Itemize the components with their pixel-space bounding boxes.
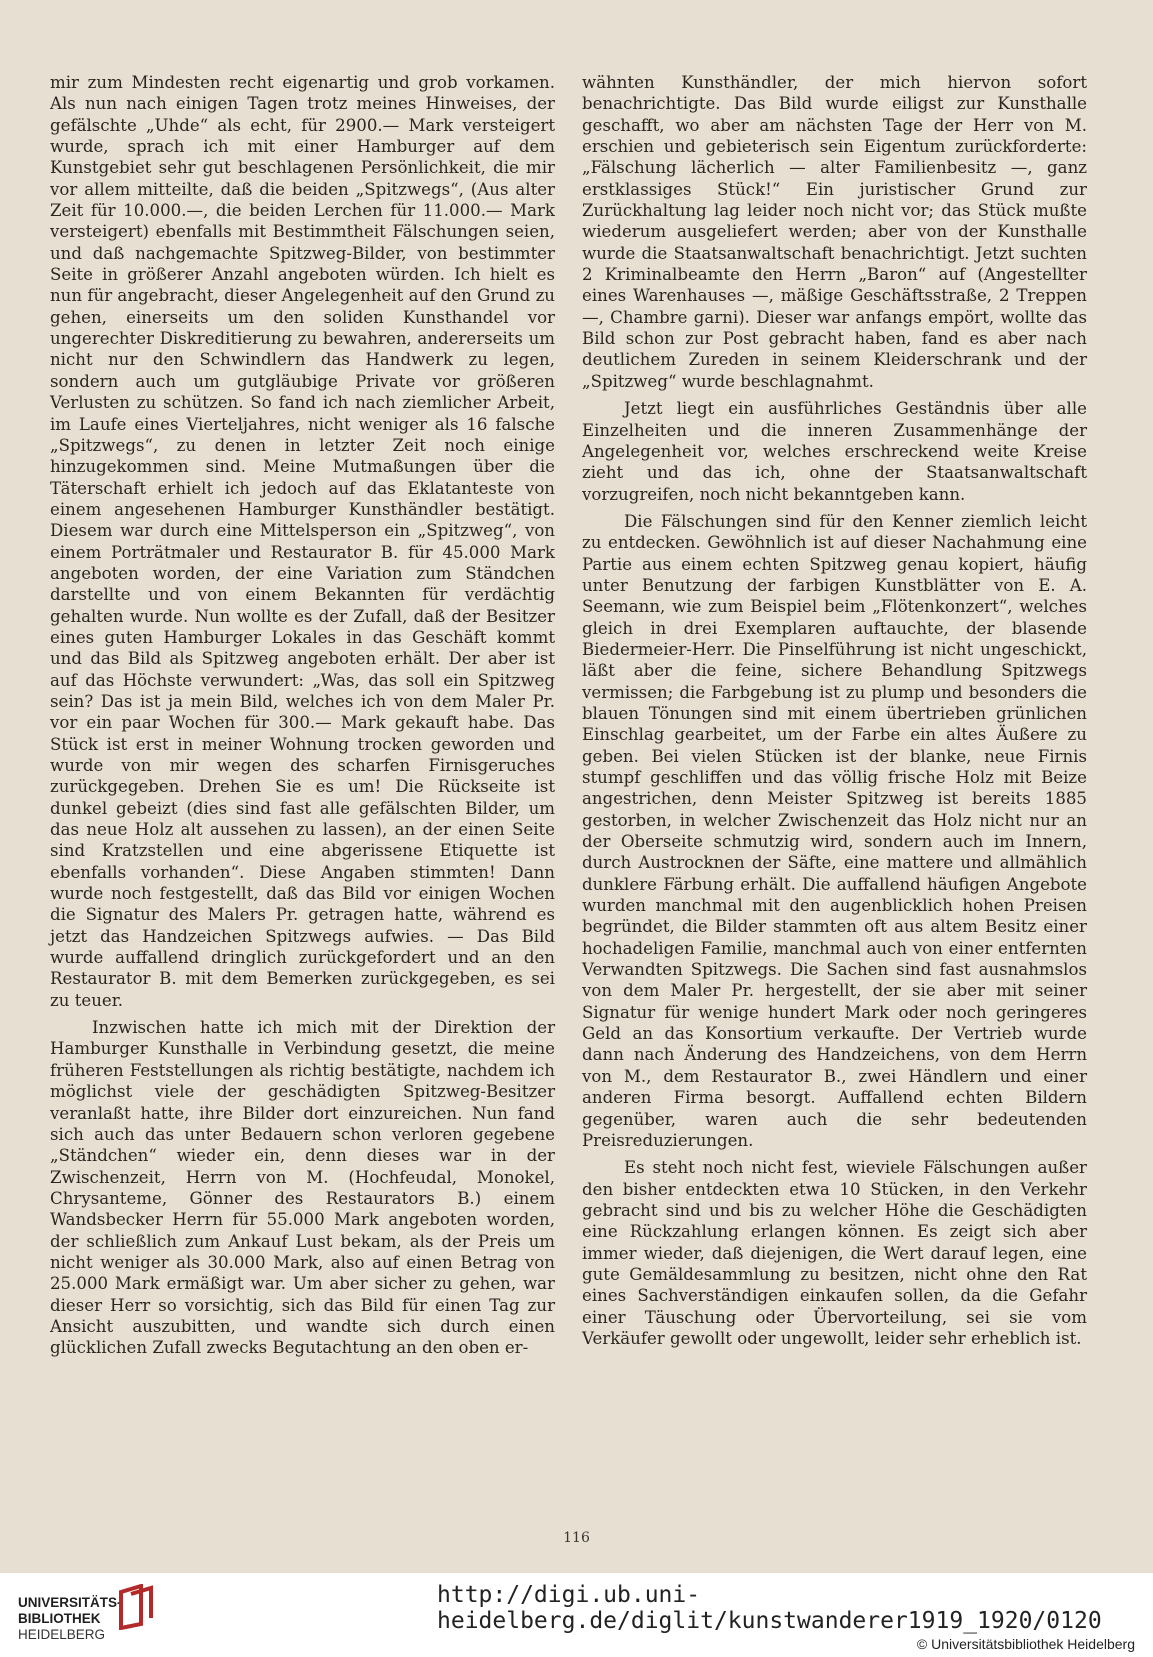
paragraph: Jetzt liegt ein ausführliches Geständnis über alle Einzelheiten und die inneren Zusammenhänge der Angelegenheit vor, welches erschreckend weite Kreise zieht und das ich, ohne der Staatsanwaltschaft vorzugreifen, noch nicht bekanntgeben kann. [582,399,1087,504]
page-number: 116 [563,1530,590,1546]
paragraph: Inzwischen hatte ich mich mit der Direktion der Hamburger Kunsthalle in Verbindung gesetzt, die meine früheren Feststellungen als richtig bestätigte, nachdem ich möglichst viele der geschädigten Spitzweg-Besitzer veranlaßt hatte, ihre Bilder dort einzureichen. Nun fand sich auch das unter Bedauern schon verloren gegebene „Ständchen“ wieder ein, denn dieses war in der Zwischenzeit, Herrn von M. (Hochfeudal, Monokel, Chrysanteme, Gönner des Restaurators B.) einem Wandsbecker Herrn für 55.000 Mark angeboten worden, der schließlich zum Ankauf Lust bekam, als der Preis um nicht weniger als 30.000 Mark, also auf einen Betrag von 25.000 Mark ermäßigt war. Um aber sicher zu gehen, war dieser Herr so vorsichtig, sich das Bild für einen Tag zur Ansicht auszubitten, und wandte sich durch einen glücklichen Zufall zwecks Begutachtung an den oben er- [50,1018,555,1358]
paragraph: wähnten Kunsthändler, der mich hiervon sofort benachrichtigte. Das Bild wurde eiligst zur Kunsthalle geschafft, wo aber am nächsten Tage der Herr von M. erschien und gebieterisch sein Eigentum zurückforderte: „Fälschung lächerlich — alter Familienbesitz —, ganz erstklassiges Stück!“ Ein juristischer Grund zur Zurückhaltung lag leider noch nicht vor; das Stück mußte wiederum ausgeliefert werden; aber von der Kunsthalle wurde die Staatsanwaltschaft benachrichtigt. Jetzt suchten 2 Kriminalbeamte den Herrn „Baron“ auf (Angestellter eines Warenhauses —, mäßige Geschäftsstraße, 2 Treppen —, Chambre garni). Dieser war anfangs empört, wollte das Bild schon zur Post gebracht haben, fand es aber nach deutlichem Zureden in seinem Kleiderschrank und der „Spitzweg“ wurde beschlagnahmt. [582,73,1087,391]
library-logo-icon [115,1584,157,1630]
text-column-left [50,72,555,1359]
paragraph: mir zum Mindesten recht eigenartig und grob vorkamen. Als nun nach einigen Tagen trotz meines Hinweises, der gefälschte „Uhde“ als echt, für 2900.— Mark versteigert wurde, sprach ich mit einer Hamburger auf dem Kunstgebiet sehr gut beschlagenen Persönlichkeit, die mir vor allem mitteilte, daß die beiden „Spitzwegs“, (Aus alter Zeit für 10.000.—, die beiden Lerchen für 11.000.— Mark versteigert) ebenfalls mit Bestimmtheit Fälschungen seien, und daß nachgemachte Spitzweg-Bilder, von bestimmter Seite in größerer Anzahl angeboten würden. Ich hielt es nun für angebracht, dieser Angelegenheit auf den Grund zu gehen, einerseits um den soliden Kunsthandel vor ungerechter Diskreditierung zu bewahren, andererseits um nicht nur den Schwindlern das Handwerk zu legen, sondern auch um gutgläubige Private vor größeren Verlusten zu schützen. So fand ich nach ziemlicher Arbeit, im Laufe eines Vierteljahres, nicht weniger als 16 falsche „Spitzwegs“, zu denen in letzter Zeit noch einige hinzugekommen sind. Meine Mutmaßungen über die Täterschaft erhielt ich jedoch auf das Eklatanteste von einem angesehenen Hamburger Kunsthändler bestätigt. Diesem war durch eine Mittelsperson ein „Spitzweg“, von einem Porträtmaler und Restaurator B. für 45.000 Mark angeboten worden, der eine Variation zum Ständchen darstellte und von einem Bekannten für verdächtig gehalten wurde. Nun wollte es der Zufall, daß der Besitzer eines guten Hamburger Lokales in das Geschäft kommt und das Bild als Spitzweg angeboten erhält. Der aber ist auf das Höchste verwundert: „Was, das soll ein Spitzweg sein? Das ist ja mein Bild, welches ich von dem Maler Pr. vor ein paar Wochen für 300.— Mark gekauft habe. Das Stück ist erst in meiner Wohnung trocken geworden und wurde von mir wegen des scharfen Firnisgeruches zurückgegeben. Drehen Sie es um! Die Rückseite ist dunkel gebeizt (dies sind fast alle gefälschten Bilder, um das neue Holz alt aussehen zu lassen), an der einen Seite sind Kratzstellen und eine abgerissene Etiquette ist ebenfalls vorhanden“. Diese Angaben stimmten! Dann wurde noch festgestellt, daß das Bild vor einigen Wochen die Signatur des Malers Pr. getragen hatte, während es jetzt das Handzeichen Spitzwegs aufwies. — Das Bild wurde auffallend dringlich zurückgefordert und an den Restaurator B. mit dem Bemerken zurückgegeben, es sei zu teuer. [50,73,555,1010]
library-logo[interactable] [18,1595,122,1643]
paragraph: Die Fälschungen sind für den Kenner ziemlich leicht zu entdecken. Gewöhnlich ist auf dieser Nachahmung eine Partie aus einem echten Spitzweg genau kopiert, häufig unter Benutzung der farbigen Kunstblätter von E. A. Seemann, wie zum Beispiel beim „Flötenkonzert“, welches gleich in drei Exemplaren auftauchte, der blasende Biedermeier-Herr. Die Pinselführung ist nicht ungeschickt, läßt aber die feine, sichere Behandlung Spitzwegs vermissen; die Farbgebung ist zu plump und besonders die blauen Tönungen sind mit einem übertrieben grünlichen Einschlag gearbeitet, um der Farbe ein altes Äußere zu geben. Bei vielen Stücken ist der blanke, neue Firnis stumpf geschliffen und das völlig frische Holz mit Beize angestrichen, denn Meister Spitzweg ist bereits 1885 gestorben, in welcher Zwischenzeit das Holz nicht nur an der Oberseite schmutzig wird, sondern auch im Innern, durch Austrocknen der Säfte, eine mattere und allmählich dunklere Färbung erhält. Die auffallend häufigen Angebote wurden manchmal mit den augenblicklich hohen Preisen begründet, die Bilder stammten oft aus altem Besitz einer hochadeligen Familie, manchmal auch von einer entfernten Verwandten Spitzwegs. Die Sachen sind fast ausnahmslos von dem Maler Pr. hergestellt, der sie aber mit seiner Signatur für wenige hundert Mark oder noch geringeres Geld an das Konsortium verkaufte. Der Vertrieb wurde dann nach Änderung des Handzeichens, von dem Herrn von M., dem Restaurator B., zwei Händlern und einer anderen Firma besorgt. Auffallend echten Bildern gegenüber, waren auch die sehr bedeutenden Preisreduzierungen. [582,511,1087,1150]
logo-line: BIBLIOTHEK [18,1611,101,1626]
logo-line: HEIDELBERG [18,1627,106,1642]
copyright-notice: © Universitätsbibliothek Heidelberg [916,1636,1135,1652]
logo-line: UNIVERSITÄTS- [18,1595,122,1610]
text-column-right [582,72,1087,1349]
paragraph: Es steht noch nicht fest, wieviele Fälschungen außer den bisher entdeckten etwa 10 Stücken, in den Verkehr gebracht sind und bis zu welcher Höhe die Geschädigten eine Rückzahlung erlangen können. Es zeigt sich aber immer wieder, daß diejenigen, die Wert darauf legen, eine gute Gemäldesammlung zu besitzen, nicht ohne den Rat eines Sachverständigen einkaufen sollen, da die Gefahr einer Täuschung oder Übervorteilung, sei sie vom Verkäufer gewollt oder ungewollt, leider sehr erheblich ist. [582,1158,1087,1348]
permalink-url[interactable]: http://digi.ub.uni-heidelberg.de/diglit/kunstwanderer1919_1920/0120 [437,1582,1102,1634]
